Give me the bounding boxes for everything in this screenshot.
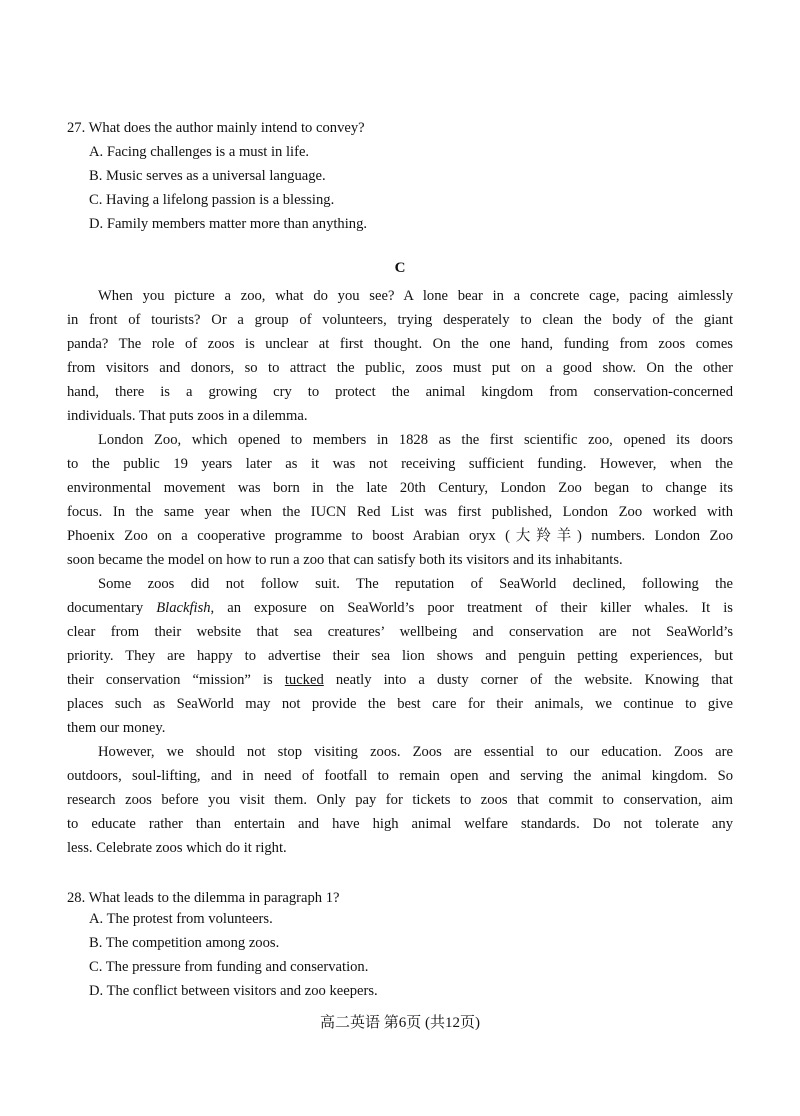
- text-segment: Some zoos did not follow suit. The reputation of SeaWorld declined, following the: [98, 576, 733, 592]
- text-segment: neatly into a dusty corner of the website. Knowing that: [323, 672, 733, 688]
- paragraph-1-line: [67, 405, 733, 427]
- text-segment: environmental movement was born in the late 20th Century, London Zoo began to change its: [67, 480, 733, 496]
- question-28: 28. What leads to the dilemma in paragraph 1?: [67, 890, 340, 906]
- paragraph-3-line: [67, 717, 733, 739]
- text-segment: less. Celebrate zoos which do it right.: [67, 840, 287, 856]
- option-a: A. The protest from volunteers.: [89, 911, 273, 927]
- section-heading: C: [394, 260, 406, 276]
- text-segment: them our money.: [67, 720, 166, 736]
- paragraph-2-line: [67, 477, 733, 499]
- text-segment: their conservation “mission” is: [67, 672, 285, 688]
- text-segment: from visitors and donors, so to attract the public, zoos must put on a good show. On the other: [67, 360, 733, 376]
- paragraph-2-line: [67, 525, 733, 547]
- question-27: 27. What does the author mainly intend to convey?: [67, 120, 365, 136]
- text-segment: , an exposure on SeaWorld’s poor treatment of their killer whales. It is: [210, 600, 733, 616]
- text-segment: to the public 19 years later as it was not receiving sufficient funding. However, when the: [67, 456, 733, 472]
- text-segment: clear from their website that sea creatures’ wellbeing and conservation are not SeaWorld’s: [67, 624, 733, 640]
- paragraph-2-line: [67, 453, 733, 475]
- paragraph-3-line: [67, 693, 733, 715]
- text-segment: to educate rather than entertain and have high animal welfare standards. Do not tolerate any: [67, 816, 733, 832]
- paragraph-3-line: [67, 669, 733, 691]
- option-d: D. Family members matter more than anything.: [89, 216, 368, 232]
- option-b: B. Music serves as a universal language.: [89, 168, 326, 184]
- option-c: C. Having a lifelong passion is a blessing.: [89, 192, 335, 208]
- paragraph-3-line: [67, 645, 733, 667]
- paragraph-4-line: [67, 813, 733, 835]
- text-segment: priority. They are happy to advertise their sea lion shows and penguin petting experiences, but: [67, 648, 733, 664]
- text-segment: individuals. That puts zoos in a dilemma.: [67, 408, 308, 424]
- text-segment: in front of tourists? Or a group of volunteers, trying desperately to clean the body of the giant: [67, 312, 733, 328]
- paragraph-4-line: [67, 789, 733, 811]
- text-segment: documentary: [67, 600, 157, 616]
- option-b: B. The competition among zoos.: [89, 935, 280, 951]
- text-segment: research zoos before you visit them. Only pay for tickets to zoos that commit to conservation, aim: [67, 792, 733, 808]
- text-segment: London Zoo, which opened to members in 1828 as the first scientific zoo, opened its doors: [98, 432, 733, 448]
- paragraph-2-line: [67, 549, 733, 571]
- paragraph-1-line: [67, 381, 733, 403]
- italic-title: Blackfish: [156, 600, 211, 616]
- paragraph-1-line: [67, 357, 733, 379]
- text-segment: However, we should not stop visiting zoos. Zoos are essential to our education. Zoos are: [98, 744, 733, 760]
- paragraph-4-line: [67, 765, 733, 787]
- paragraph-4-line: [98, 741, 733, 763]
- paragraph-1-line: [67, 309, 733, 331]
- option-c: C. The pressure from funding and conservation.: [89, 959, 369, 975]
- page-footer: 高二英语 第6页 (共12页): [320, 1015, 480, 1031]
- text-segment: focus. In the same year when the IUCN Red List was first published, London Zoo worked with: [67, 504, 733, 520]
- paragraph-3-line: [67, 597, 733, 619]
- underlined-word: tucked: [284, 672, 324, 688]
- option-d: D. The conflict between visitors and zoo keepers.: [89, 983, 378, 999]
- paragraph-2-line: [67, 501, 733, 523]
- text-segment: When you picture a zoo, what do you see? A lone bear in a concrete cage, pacing aimlessly: [98, 288, 733, 304]
- paragraph-3-line: [98, 573, 733, 595]
- text-segment: panda? The role of zoos is unclear at first thought. On the one hand, funding from zoos comes: [67, 336, 733, 352]
- paragraph-3-line: [67, 621, 733, 643]
- paragraph-1-line: [98, 285, 733, 307]
- text-segment: soon became the model on how to run a zoo that can satisfy both its visitors and its inhabitants.: [67, 552, 623, 568]
- option-a: A. Facing challenges is a must in life.: [89, 144, 310, 160]
- paragraph-2-line: [98, 429, 733, 451]
- text-segment: hand, there is a growing cry to protect the animal kingdom from conservation-concerned: [67, 384, 733, 400]
- paragraph-4-line: [67, 837, 733, 859]
- text-segment: outdoors, soul-lifting, and in need of footfall to remain open and serving the animal kingdom. So: [67, 768, 733, 784]
- text-segment: Phoenix Zoo on a cooperative programme to boost Arabian oryx (大羚羊) numbers. London Zoo: [67, 528, 733, 544]
- paragraph-1-line: [67, 333, 733, 355]
- text-segment: places such as SeaWorld may not provide the best care for their animals, we continue to give: [67, 696, 733, 712]
